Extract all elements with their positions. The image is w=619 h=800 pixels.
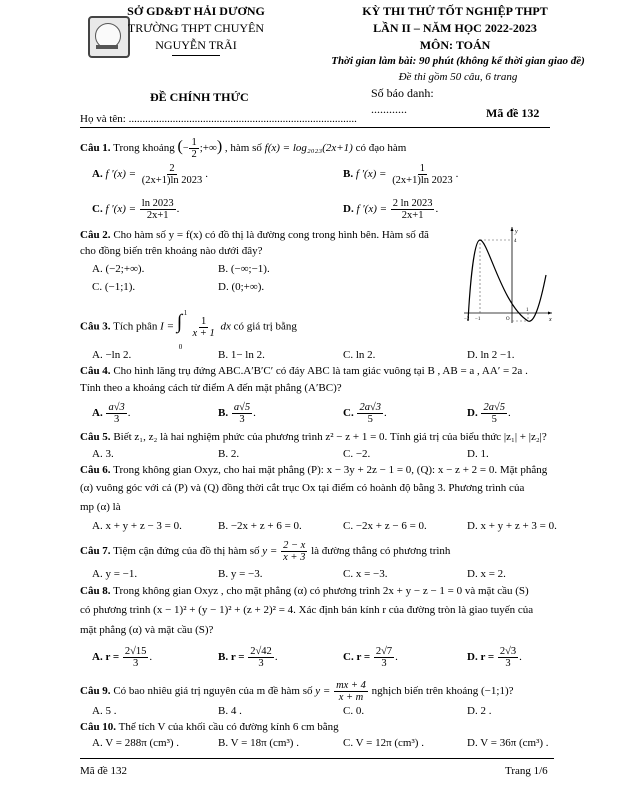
q7-option-b: B. y = −3. (218, 568, 263, 580)
dept-name: SỞ GD&ĐT HẢI DƯƠNG (127, 4, 265, 18)
q8-option-b: B. r = $\frac{2√42}{3}$ . (218, 646, 278, 669)
q2-option-a: A. (−2;+∞). (92, 263, 145, 275)
q1-option-b: B. f ′(x) = $\frac{1}{(2x+1)\ln 2023}$ . (343, 163, 459, 186)
question-2-stem-2: cho đồng biến trên khoảng nào dưới đây? (80, 245, 263, 257)
q6-option-a: A. x + y + z − 3 = 0. (92, 520, 182, 532)
exam-title: KỲ THI THỬ TỐT NGHIỆP THPT (362, 4, 548, 18)
q9-option-a: A. 5 . (92, 705, 117, 717)
question-4-stem-2: Tính theo a khoảng cách từ điểm A đến mặt phẳng (A′BC)? (80, 382, 342, 394)
question-8-stem: Câu 8. Trong không gian Oxyz , cho mặt phẳng (α) có phương trình 2x + y − z − 1 = 0 và mặt cầu (S) (80, 585, 529, 597)
question-7-stem: Câu 7. Tiệm cận đứng của đồ thị hàm số y = $\frac{2 - x}{x + 3}$ là đường thẳng có phương trình (80, 540, 451, 563)
question-8-stem-3: mặt phẳng (α) và mặt cầu (S)? (80, 624, 214, 636)
question-10-stem: Câu 10. Thể tích V của khối cầu có đường kính 6 cm bằng (80, 721, 339, 733)
q3-option-d: D. ln 2 −1. (467, 349, 515, 361)
q2-option-b: B. (−∞;−1). (218, 263, 270, 275)
tick-1: 1 (526, 308, 529, 313)
question-1-stem: Câu 1. Trong khoảng (− $\frac{1}{2}$ ;+∞) , hàm số f(x) = log₂₀₂₃(2x+1) có đạo hàm (80, 137, 407, 160)
q4-option-a: A. $\frac{a√3}{3}$ . (92, 402, 131, 425)
q2-option-d: D. (0;+∞). (218, 281, 265, 293)
y-label: y (515, 229, 518, 235)
q9-option-d: D. 2 . (467, 705, 492, 717)
subject: MÔN: TOÁN (419, 38, 491, 52)
question-6-stem-3: mp (α) là (80, 501, 121, 513)
q8-option-a: A. r = $\frac{2√15}{3}$ . (92, 646, 153, 669)
q6-option-c: C. −2x + z − 6 = 0. (343, 520, 427, 532)
sbd-dots: ............ (371, 102, 407, 116)
q1-option-d: D. f ′(x) = $\frac{2 \ln 2023}{2x+1}$ . (343, 198, 439, 221)
exam-code: Mã đề 132 (486, 106, 540, 120)
q8-option-d: D. r = $\frac{2√3}{3}$ . (467, 646, 522, 669)
q7-option-a: A. y = −1. (92, 568, 138, 580)
tick-neg1: −1 (475, 317, 481, 322)
footer-page: Trang 1/6 (505, 765, 548, 777)
q10-option-d: D. V = 36π (cm³) . (467, 737, 549, 749)
tick-neg2: −2 (464, 317, 470, 322)
q9-option-b: B. 4 . (218, 705, 242, 717)
name-field: Họ và tên: ................................................................................... (80, 113, 357, 125)
q5-option-c: C. −2. (343, 448, 371, 460)
exam-time: Thời gian làm bài: 90 phút (không kể thời gian giao đề) (331, 55, 585, 67)
q9-option-c: C. 0. (343, 705, 365, 717)
function-graph (462, 225, 554, 325)
q6-option-d: D. x + y + z + 3 = 0. (467, 520, 557, 532)
origin-label: O (506, 317, 510, 322)
question-5-stem: Câu 5. Biết z₁, z₂ là hai nghiệm phức của phương trình z² − z + 1 = 0. Tính giá trị của biểu thức |z₁| + |z₂|? (80, 431, 547, 443)
question-6-stem-2: (α) vuông góc với cả (P) và (Q) đồng thời cắt trục Ox tại điểm có hoành độ bằng 3. Phương trình của (80, 482, 525, 494)
q5-option-a: A. 3. (92, 448, 114, 460)
q5-option-d: D. 1. (467, 448, 489, 460)
exam-info: Đề thi gồm 50 câu, 6 trang (398, 71, 518, 83)
q4-option-b: B. $\frac{a√5}{3}$ . (218, 402, 256, 425)
question-6-stem: Câu 6. Trong không gian Oxyz, cho hai mặt phẳng (P): x − 3y + 2z − 1 = 0, (Q): x − z + 2 = 0. Mặt phẳng (80, 464, 548, 476)
tick-y: 4 (514, 239, 517, 244)
school-name-1: TRƯỜNG THPT CHUYÊN (127, 21, 265, 35)
q1-option-a: A. f ′(x) = $\frac{2}{(2x+1)\ln 2023}$ . (92, 163, 209, 186)
question-2-stem: Câu 2. Cho hàm số y = f(x) có đồ thị là đường cong trong hình bên. Hàm số đã (80, 229, 429, 241)
q4-option-d: D. $\frac{2a√5}{5}$ . (467, 402, 511, 425)
q3-option-b: B. 1− ln 2. (218, 349, 265, 361)
q5-option-b: B. 2. (218, 448, 240, 460)
footer-code: Mã đề 132 (80, 765, 128, 777)
q4-option-c: C. $\frac{2a√3}{5}$ . (343, 402, 387, 425)
q7-option-c: C. x = −3. (343, 568, 388, 580)
question-9-stem: Câu 9. Có bao nhiêu giá trị nguyên của m đề hàm số y = $\frac{mx + 4}{x + m}$ nghịch biến trên khoảng (−1;1)? (80, 680, 514, 703)
q1-option-c: C. f ′(x) = $\frac{\ln 2023}{2x+1}$ . (92, 198, 180, 221)
q2-option-c: C. (−1;1). (92, 281, 136, 293)
q8-option-c: C. r = $\frac{2√7}{3}$ . (343, 646, 398, 669)
exam-round: LẦN II – NĂM HỌC 2022-2023 (373, 21, 537, 35)
q10-option-b: B. V = 18π (cm³) . (218, 737, 299, 749)
q10-option-a: A. V = 288π (cm³) . (92, 737, 180, 749)
sbd-label: Số báo danh: (371, 86, 434, 100)
question-8-stem-2: có phương trình (x − 1)² + (y − 1)² + (z + 2)² = 4. Xác định bán kính r của đường tròn là giao tuyến của (80, 604, 534, 616)
q7-option-d: D. x = 2. (467, 568, 506, 580)
question-4-stem: Câu 4. Cho hình lăng trụ đứng ABC.A′B′C′ có đáy ABC là tam giác vuông tại B , AB = a , AA′ = 2a . (80, 365, 528, 377)
q3-option-a: A. −ln 2. (92, 349, 132, 361)
official-label: ĐỀ CHÍNH THỨC (150, 90, 249, 104)
q10-option-c: C. V = 12π (cm³) . (343, 737, 424, 749)
x-label: x (549, 317, 552, 323)
q6-option-b: B. −2x + z + 6 = 0. (218, 520, 302, 532)
school-name-2: NGUYỄN TRÃI (155, 38, 237, 52)
question-3-stem: Câu 3. Tích phân I = ∫ 1 0 $\frac{1}{x + 1}$ dx có giá trị bằng (80, 309, 297, 351)
q3-option-c: C. ln 2. (343, 349, 376, 361)
